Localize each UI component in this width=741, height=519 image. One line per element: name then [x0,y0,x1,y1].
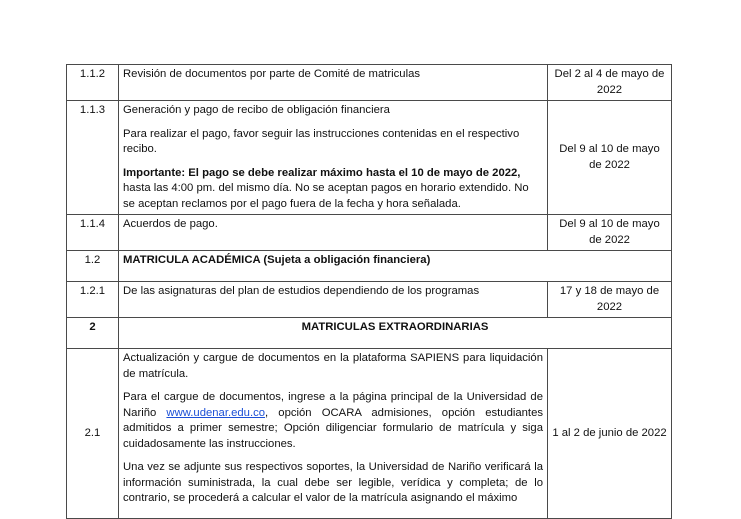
row-number: 1.1.3 [67,101,119,215]
row-description: Acuerdos de pago. [119,215,548,251]
row-description [119,349,548,519]
note-text: hasta las 4:00 pm. del mismo día. No se aceptan pagos en horario extendido. No se aceptan reclamos por el pago fuera de la fecha y hora señalada. [123,182,529,210]
section-heading: MATRICULA ACADÉMICA (Sujeta a obligación financiera) [119,251,672,282]
table-row [67,251,672,282]
section-heading: MATRICULAS EXTRAORDINARIAS [119,318,672,349]
row-paragraph: Para realizar el pago, favor seguir las instrucciones contenidas en el respectivo recibo. [123,127,520,155]
table-row [67,349,672,519]
row-description: De las asignaturas del plan de estudios dependiendo de los programas [119,282,548,318]
row-date: Del 2 al 4 de mayo de 2022 [548,65,672,101]
table-row [67,65,672,101]
table-row [67,318,672,349]
row-number: 1.2 [67,251,119,282]
udenar-link[interactable]: www.udenar.edu.co [166,406,266,419]
row-number: 1.2.1 [67,282,119,318]
table-row [67,101,672,215]
row-paragraph: Una vez se adjunte sus respectivos soportes, la Universidad de Nariño verificará la información suministrada, la cual debe ser legible, verídica y completa; de lo contrario, se procederá a calcular el valor de la matrícula asignando el máximo [123,461,543,504]
row-number: 2.1 [67,349,119,519]
row-title: Generación y pago de recibo de obligación financiera [123,104,390,116]
table-row [67,215,672,251]
row-number: 1.1.2 [67,65,119,101]
row-date: Del 9 al 10 de mayo de 2022 [548,101,672,215]
row-number: 2 [67,318,119,349]
important-note: Importante: El pago se debe realizar máximo hasta el 10 de mayo de 2022, [123,166,521,179]
row-date: Del 9 al 10 de mayo de 2022 [548,215,672,251]
schedule-table [66,64,672,519]
row-date: 1 al 2 de junio de 2022 [548,349,672,519]
row-paragraph [123,166,543,213]
row-date: 17 y 18 de mayo de 2022 [548,282,672,318]
table-row [67,282,672,318]
row-number: 1.1.4 [67,215,119,251]
row-paragraph: Actualización y cargue de documentos en la plataforma SAPIENS para liquidación de matrícula. [123,352,543,380]
row-description: Revisión de documentos por parte de Comité de matriculas [119,65,548,101]
row-paragraph: Para el cargue de documentos, ingrese a la página principal de la Universidad de Nariño www.udenar.edu.co, opción OCARA admisiones, opción estudiantes admitidos a primer semestre; Opción diligenciar formulario de matrícula y siga cuidadosamente las instrucciones. [123,391,543,450]
row-description [119,101,548,215]
